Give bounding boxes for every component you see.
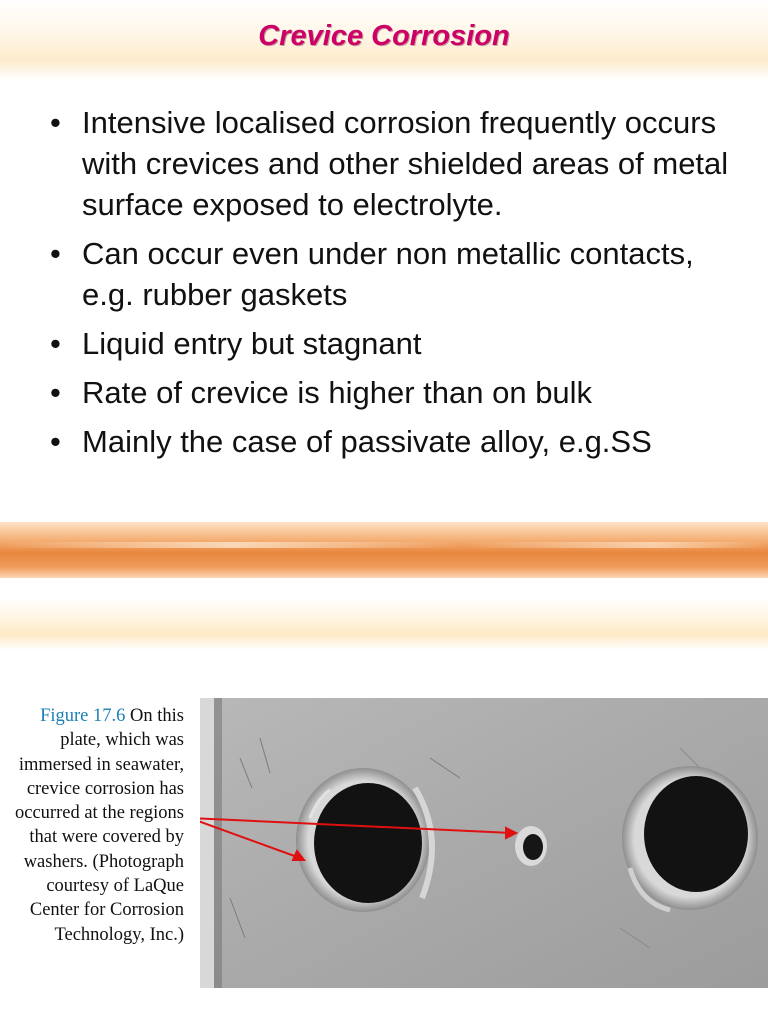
bullet-item [50, 323, 750, 364]
bullet-item [50, 421, 750, 462]
figure-caption [0, 704, 184, 947]
bullet-text: Can occur even under non metallic contacts, e.g. rubber gaskets [82, 236, 694, 312]
left-crevice-pit [314, 783, 422, 903]
corroded-plate-photo [200, 698, 768, 988]
bullet-dot-icon: • [50, 236, 61, 271]
bullet-list [50, 102, 750, 470]
small-crevice-pit [523, 834, 543, 860]
bullet-item [50, 372, 750, 413]
figure-caption-text: On this plate, which was immersed in seawater, crevice corrosion has occurred at the regions that were covered by washers. (Photograph courtesy of LaQue Center for Corrosion Technology, Inc.) [15, 706, 184, 945]
light-divider-band [0, 598, 768, 650]
bullet-text: Mainly the case of passivate alloy, e.g.SS [82, 424, 652, 459]
bullet-text: Liquid entry but stagnant [82, 326, 422, 361]
bullet-item [50, 102, 750, 225]
right-crevice-pit [644, 776, 748, 892]
figure-label: Figure 17.6 [40, 706, 126, 726]
bullet-dot-icon: • [50, 424, 61, 459]
bullet-text: Intensive localised corrosion frequently occurs with crevices and other shielded areas of metal surface exposed to electrolyte. [82, 105, 729, 222]
bullet-dot-icon: • [50, 105, 61, 140]
bullet-item [50, 233, 750, 315]
orange-divider-band [0, 522, 768, 578]
bullet-dot-icon: • [50, 375, 61, 410]
bullet-dot-icon: • [50, 326, 61, 361]
bullet-text: Rate of crevice is higher than on bulk [82, 375, 593, 410]
slide-title: Crevice Corrosion [258, 20, 510, 52]
